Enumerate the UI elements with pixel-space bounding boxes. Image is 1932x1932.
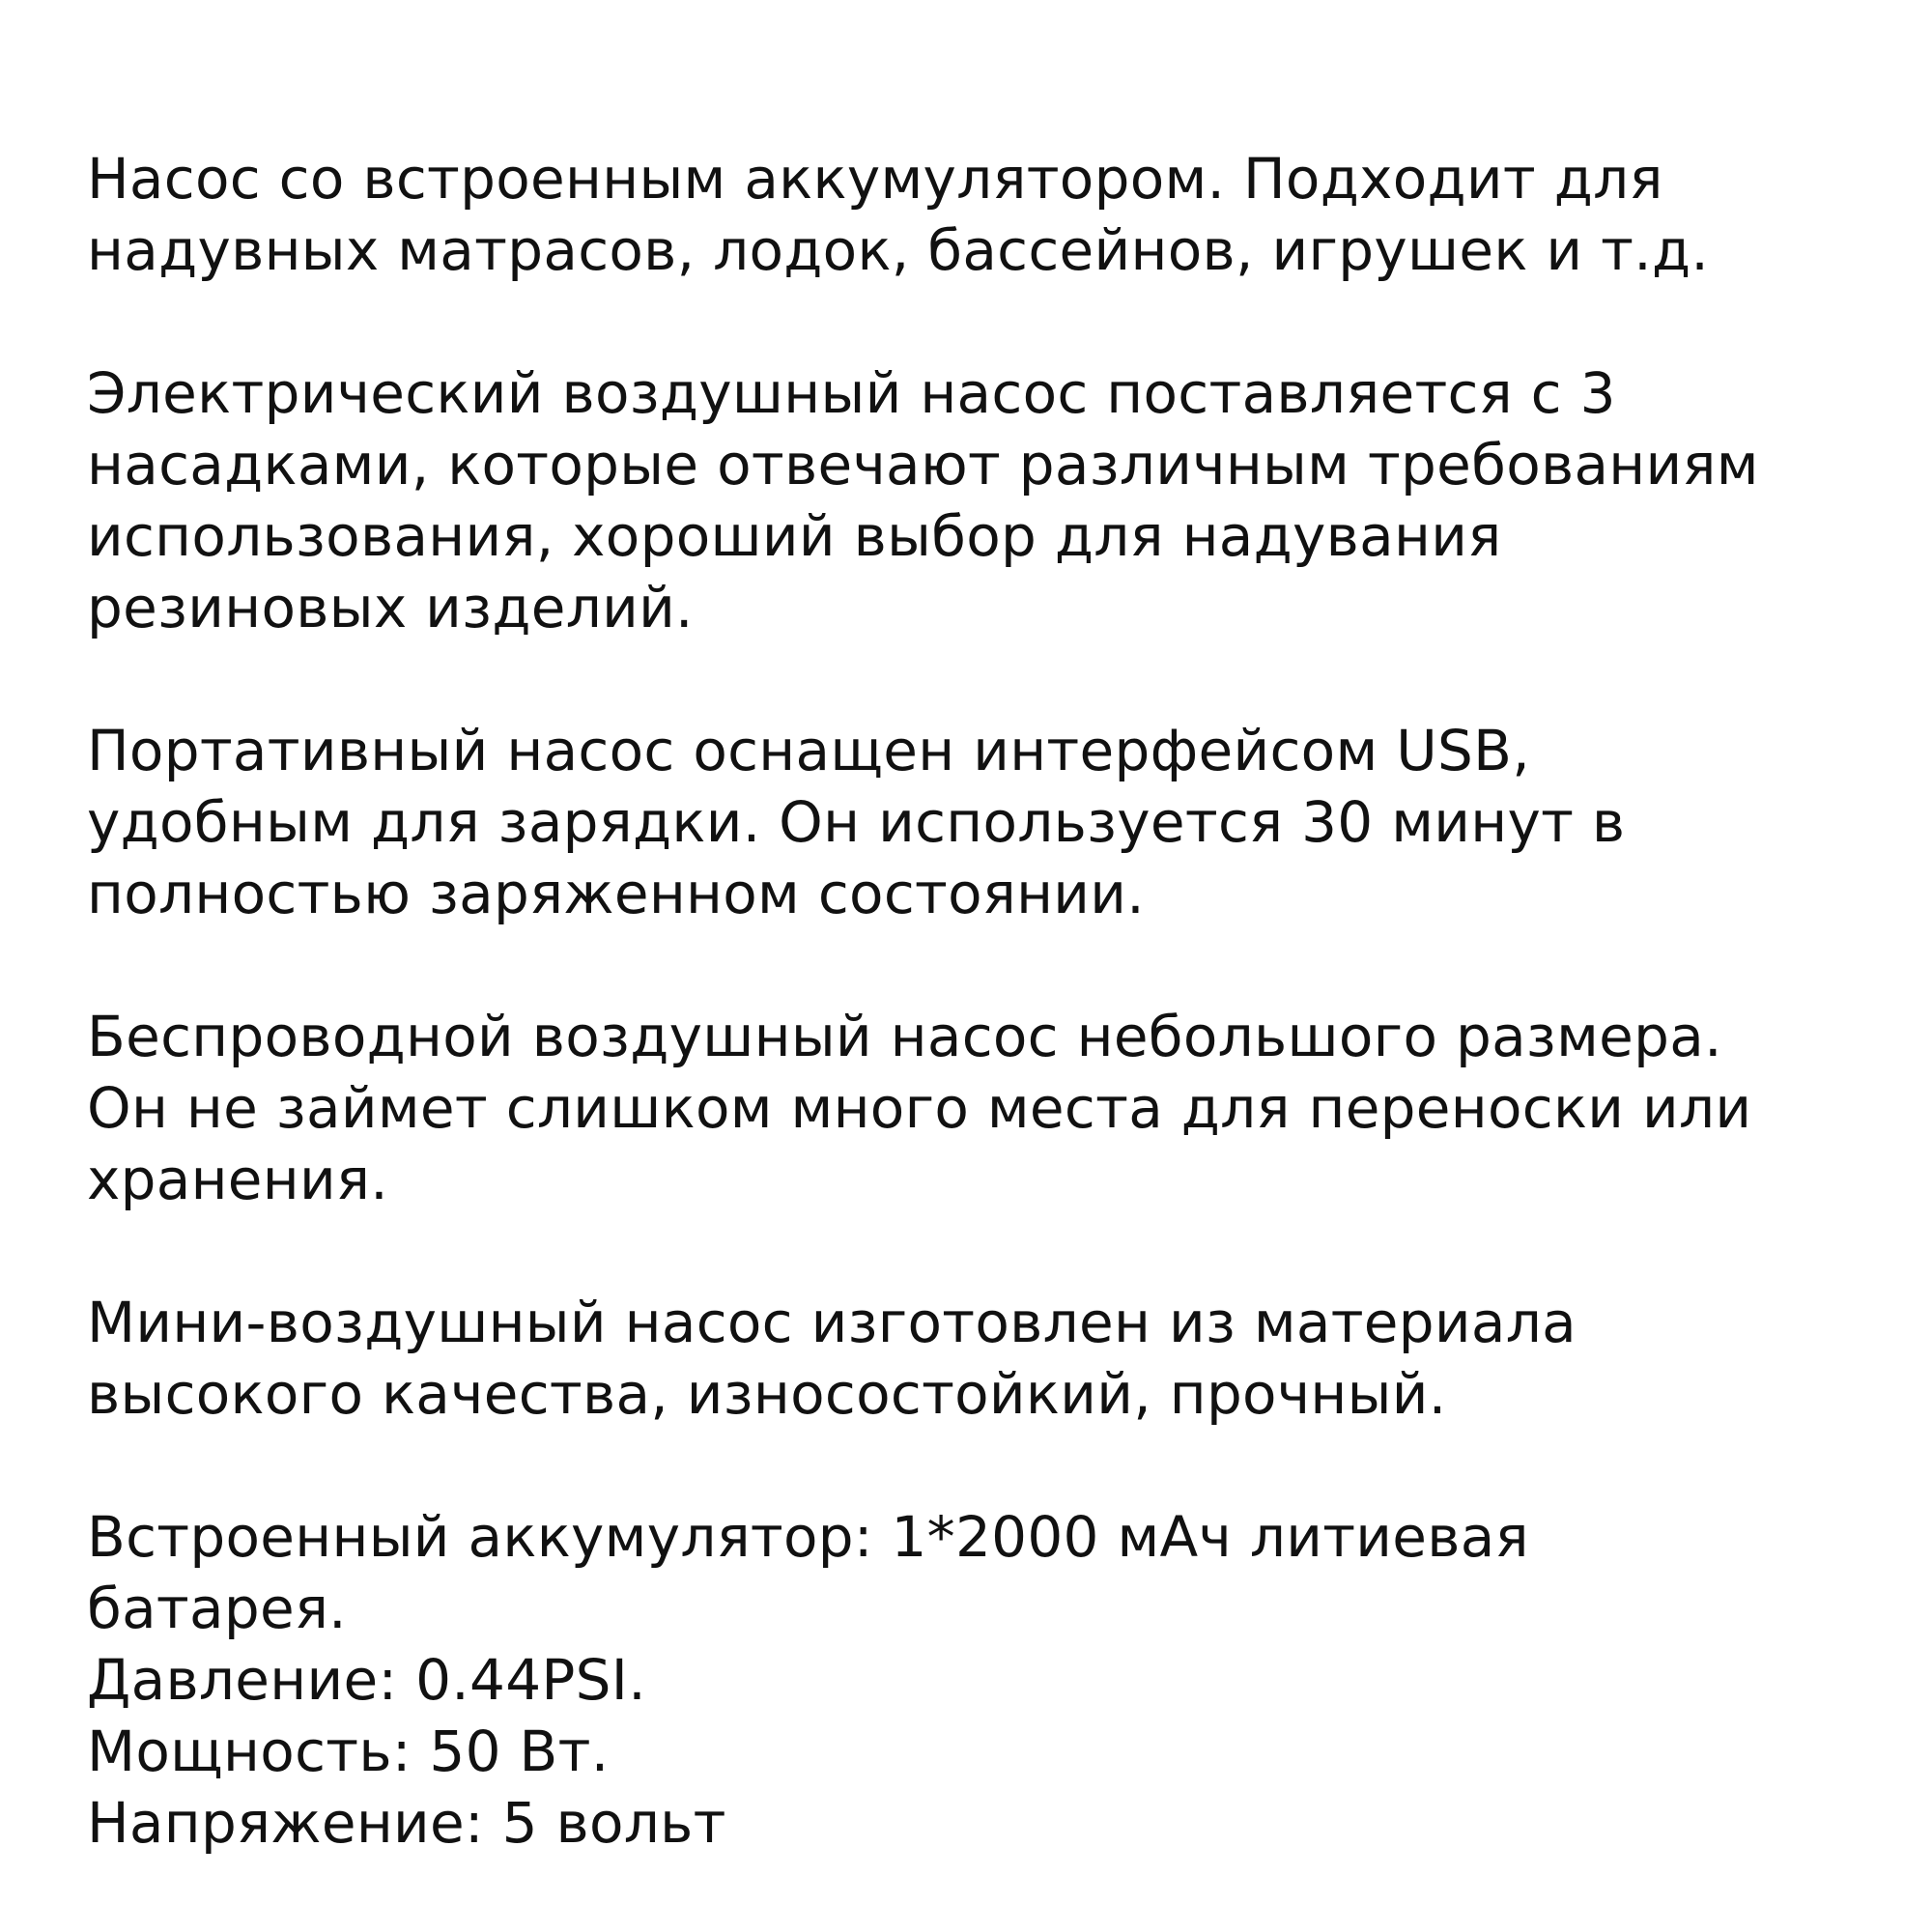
paragraph-intro <box>87 143 1884 286</box>
text-line: Электрический воздушный насос поставляется с 3 <box>87 360 1616 426</box>
paragraph-attachments <box>87 357 1884 643</box>
product-description <box>87 143 1884 1859</box>
paragraph-material <box>87 1287 1884 1430</box>
text-line: высокого качества, износостойкий, прочный. <box>87 1361 1447 1427</box>
paragraph-size <box>87 1001 1884 1215</box>
paragraph-specs <box>87 1501 1884 1859</box>
text-line: надувных матрасов, лодок, бассейнов, игрушек и т.д. <box>87 217 1710 283</box>
text-line: Насос со встроенным аккумулятором. Подходит для <box>87 146 1663 212</box>
spec-battery: Встроенный аккумулятор: 1*2000 мАч литиевая <box>87 1504 1529 1570</box>
paragraph-usb <box>87 715 1884 929</box>
spec-pressure: Давление: 0.44PSI. <box>87 1647 646 1713</box>
text-line: Портативный насос оснащен интерфейсом USB, <box>87 718 1530 783</box>
text-line: полностью заряженном состоянии. <box>87 861 1146 926</box>
text-line: насадками, которые отвечают различным требованиям <box>87 432 1759 497</box>
spec-battery-cont: батарея. <box>87 1576 347 1641</box>
text-line: Мини-воздушный насос изготовлен из материала <box>87 1290 1577 1355</box>
text-line: Он не займет слишком много места для переноски или <box>87 1075 1752 1141</box>
spec-voltage: Напряжение: 5 вольт <box>87 1790 726 1856</box>
text-line: использования, хороший выбор для надувания <box>87 503 1502 569</box>
text-line: удобным для зарядки. Он используется 30 минут в <box>87 789 1626 855</box>
text-line: Беспроводной воздушный насос небольшого размера. <box>87 1004 1722 1069</box>
spec-power: Мощность: 50 Вт. <box>87 1719 610 1784</box>
text-line: резиновых изделий. <box>87 575 694 640</box>
text-line: хранения. <box>87 1147 388 1212</box>
